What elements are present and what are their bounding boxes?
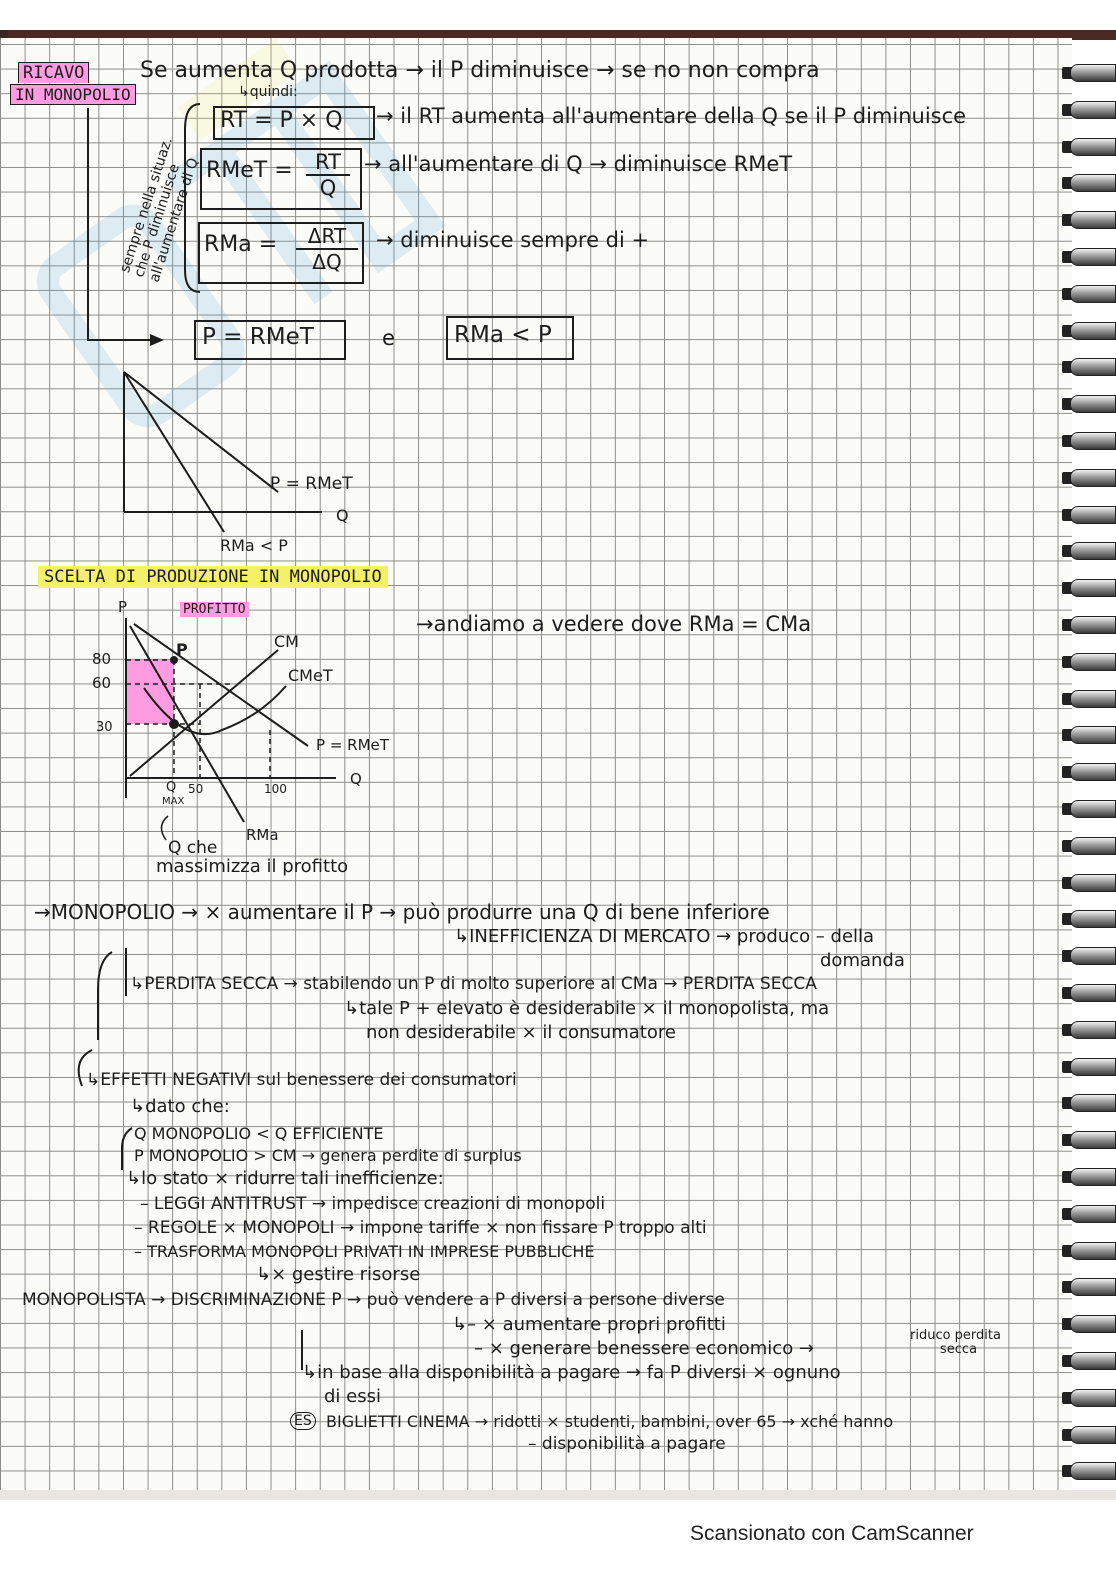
ricavo-intro: Se aumenta Q prodotta → il P diminuisce → se no non compra [140,58,820,83]
note-di-essi: di essi [324,1386,381,1407]
spiral-ring [1062,1278,1116,1296]
graph2-axis-q: Q [350,770,362,788]
graph1-label-p-rmet: P = RMeT [270,474,353,494]
rma-numerator: ΔRT [296,224,358,250]
spiral-ring [1062,874,1116,892]
note-gestire: ↳× gestire risorse [256,1264,421,1285]
profit-label: PROFITTO [180,602,249,617]
note-biglietti: BIGLIETTI CINEMA → ridotti × studenti, bambini, over 65 → xché hanno [326,1412,894,1431]
graph1-label-q: Q [336,506,349,525]
spiral-ring [1062,910,1116,928]
graph2-label-cmet: CMeT [288,666,333,685]
spiral-ring [1062,1058,1116,1076]
spiral-ring [1062,1205,1116,1223]
spiral-ring [1062,322,1116,340]
rmet-numerator: RT [306,150,350,176]
note-domanda: domanda [820,950,905,971]
note-q-monopolio: Q MONOPOLIO < Q EFFICIENTE [134,1124,384,1143]
spiral-ring [1062,138,1116,156]
rma-explanation: → diminuisce sempre di + [376,228,650,252]
spiral-ring [1062,763,1116,781]
spiral-ring [1062,837,1116,855]
graph2-qmax-q: Q [166,780,177,795]
spiral-ring [1062,211,1116,229]
note-monopolio: →MONOPOLIO → × aumentare il P → può produrre una Q di bene inferiore [34,900,770,924]
note-benessere: – × generare benessere economico → [474,1338,815,1359]
spiral-ring [1062,1094,1116,1112]
graph2-tick-60: 60 [92,674,112,692]
rmet-explanation: → all'aumentare di Q → diminuisce RMeT [364,152,793,176]
result-rma-less-p: RMa < P [454,322,552,348]
note-trasforma: – TRASFORMA MONOPOLI PRIVATI IN IMPRESE PUBBLICHE [134,1242,595,1261]
graph2-axis-p: P [118,598,128,616]
spiral-ring [1062,1168,1116,1186]
q-caption-1: Q che [168,838,218,858]
rma-lhs: RMa = [204,232,278,257]
spiral-ring [1062,653,1116,671]
spiral-ring [1062,64,1116,82]
note-regole: – REGOLE × MONOPOLI → impone tariffe × non fissare P troppo alti [134,1218,707,1238]
spiral-ring [1062,432,1116,450]
result-and: e [382,326,395,350]
graph2-point-p-label: P [176,640,188,659]
spiral-ring [1062,1426,1116,1444]
note-p-monopolio: P MONOPOLIO > CM → genera perdite di surplus [134,1146,522,1165]
spiral-ring [1062,358,1116,376]
spiral-ring [1062,1462,1116,1480]
quindi-label: ↳quindi: [238,84,298,100]
graph2-tick-50: 50 [188,782,204,796]
result-p-equals-rmet: P = RMeT [202,324,314,350]
note-effetti: ↳EFFETTI NEGATIVI sul benessere dei consumatori [86,1070,517,1090]
note-es-badge: ES [290,1412,316,1430]
note-non-desiderabile: non desiderabile × il consumatore [366,1022,676,1043]
spiral-ring [1062,984,1116,1002]
section-title-monopolio: IN MONOPOLIO [10,84,136,105]
spiral-ring [1062,1242,1116,1260]
rt-explanation: → il RT aumenta all'aumentare della Q se il P diminuisce [376,104,967,128]
spiral-ring [1062,285,1116,303]
spiral-ring [1062,395,1116,413]
spiral-ring [1062,469,1116,487]
section-title-ricavo: RICAVO [18,62,89,83]
note-discriminazione: MONOPOLISTA → DISCRIMINAZIONE P → può vendere a P diversi a persone diverse [22,1290,725,1310]
note-in-base: ↳in base alla disponibilità a pagare → fa P diversi × ognuno [302,1362,841,1383]
spiral-ring [1062,1021,1116,1039]
spiral-ring [1062,1389,1116,1407]
spiral-ring [1062,726,1116,744]
note-dato-che: ↳dato che: [130,1096,230,1117]
note-tale-p: ↳tale P + elevato è desiderabile × il monopolista, ma [344,998,830,1019]
q-caption-2: massimizza il profitto [156,856,349,877]
spiral-ring [1062,174,1116,192]
note-riduco: riduco perdita [910,1328,1001,1343]
note-secca: secca [940,1342,978,1357]
spiral-ring [1062,1131,1116,1149]
spiral-ring [1062,947,1116,965]
spiral-ring [1062,616,1116,634]
graph2-label-rma: RMa [246,826,279,844]
rmet-denominator: Q [319,176,337,200]
spiral-ring [1062,248,1116,266]
note-profitti: ↳– × aumentare propri profitti [452,1314,726,1335]
graph2-label-p-rmet: P = RMeT [316,736,389,754]
note-disponibilita: – disponibilità a pagare [528,1434,726,1454]
spiral-ring [1062,690,1116,708]
graph2-tick-100: 100 [264,782,287,796]
graph2-label-cm: CM [274,632,299,651]
spiral-ring [1062,542,1116,560]
note-stato: ↳lo stato × ridurre tali inefficienze: [126,1168,444,1189]
note-leggi: – LEGGI ANTITRUST → impedisce creazioni di monopoli [140,1194,606,1214]
side-note-rotated: sempre nella situaz. che P diminuisce all'aumentare di Q [117,135,202,285]
rma-denominator: ΔQ [312,250,342,274]
camscanner-footer: Scansionato con CamScanner [690,1522,974,1545]
graph2-tick-30: 30 [96,720,113,735]
note-inefficienza: ↳INEFFICIENZA DI MERCATO → produco – della [454,926,875,947]
note-perdita-secca: ↳PERDITA SECCA → stabilendo un P di molto superiore al CMa → PERDITA SECCA [130,974,817,994]
rmet-lhs: RMeT = [206,158,293,183]
spiral-ring [1062,101,1116,119]
spiral-ring [1062,1352,1116,1370]
graph2-tick-80: 80 [92,650,112,668]
spiral-ring [1062,506,1116,524]
section-title-scelta: SCELTA DI PRODUZIONE IN MONOPOLIO [38,566,388,588]
spiral-ring [1062,800,1116,818]
graph2-qmax-max: MAX [162,796,185,807]
rt-formula: RT = P × Q [220,108,343,133]
scelta-note: →andiamo a vedere dove RMa = CMa [416,612,812,636]
graph1-label-rma: RMa < P [220,536,288,555]
spiral-ring [1062,579,1116,597]
spiral-ring [1062,1315,1116,1333]
